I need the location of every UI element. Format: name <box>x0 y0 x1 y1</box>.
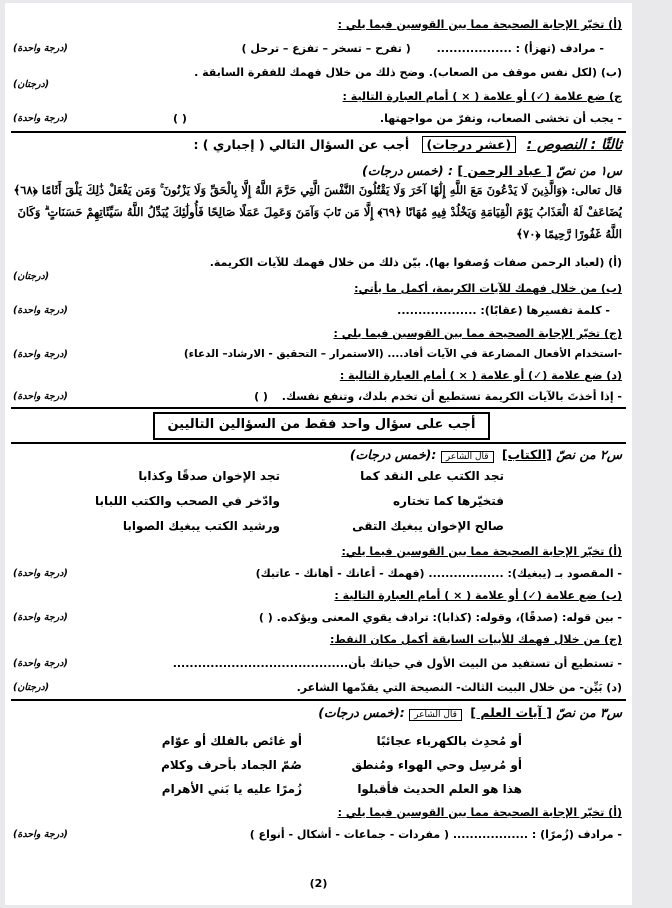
q2-part-c-item: - تستطيع أن تستفيد من البيت الأول في حياتك بأن.......................................... (درجة واحدة) <box>13 657 622 670</box>
grade-label: (درجة واحدة) <box>13 305 68 316</box>
q3-part-a-item: - مرادف (زُمرًا) : .................. ( مفردات - جماعات - أشكال - أنواع ) (درجة واحدة) <box>13 828 622 841</box>
poem1-line3-second: ورشيد الكتب يبغيك الصوابا <box>122 519 280 533</box>
q1-part-b-item: - كلمة تفسيرها (عقابًا): ................... (درجة واحدة) <box>13 304 610 317</box>
q1-part-d-item: - إذا أخذتَ بالآيات الكريمة تستطيع أن تخدم بلدك، وتنفع نفسك. ( ) (درجة واحدة) <box>13 390 622 403</box>
q3-part-a: (أ) تخيّر الإجابة الصحيحة مما بين القوسين فيما يلي : <box>337 806 622 819</box>
grade-label: (درجة واحدة) <box>13 349 68 360</box>
poem1-line2-first: فتخيّرها كما تختاره <box>392 494 504 508</box>
grade-label: (درجتان) <box>13 271 50 282</box>
s1-question-c: ج) ضع علامة (✓) أو علامة ( × ) أمام العبارة التالية : <box>342 90 622 103</box>
q1-part-b: (ب) من خلال فهمك للآيات الكريمة، أكمل ما يأتي: <box>354 282 622 295</box>
q1-part-a: (أ) (لعباد الرحمن صفات وُصفوا بها). بيّن ذلك من خلال فهمك للآيات الكريمة. (درجتان) <box>13 256 622 282</box>
poem2-line1-second: أو غائص بالفلك أو عوّام <box>161 734 302 748</box>
q1-header: س١ من نصّ [ عباد الرحمن ] : (خمس درجات) <box>362 163 622 178</box>
q1-part-d: (د) ضع علامة (✓) أو علامة ( × ) أمام العبارة التالية : <box>339 369 622 382</box>
poem1-line3-first: صالح الإخوان يبغيك التقى <box>352 519 504 533</box>
q3-header: س٣ من نصّ [ آيات العلم ] قال الشاعر :(خمس درجات) <box>318 705 622 720</box>
grade-label: (درجة واحدة) <box>13 43 68 54</box>
grade-label: (درجة واحدة) <box>13 568 68 579</box>
q1-part-c: (ج) تخيّر الإجابة الصحيحة مما بين القوسين فيما يلي : <box>333 327 622 340</box>
section-divider <box>11 699 626 701</box>
grade-label: (درجة واحدة) <box>13 658 68 669</box>
s1-synonym-row: - مرادف (تهزأ) : .................. ( تفرح – تسخر – تفزع – ترحل ) (درجة واحدة) <box>13 42 604 55</box>
q2-part-d: (د) بَيِّن- من خلال البيت الثالث- النصيحة التي يقدّمها الشاعر. (درجتان) <box>13 681 622 694</box>
grade-label: (درجة واحدة) <box>13 612 68 623</box>
grade-label: (درجتان) <box>13 79 50 90</box>
exam-page <box>5 3 632 905</box>
answer-paren: ( ) <box>173 112 187 125</box>
grade-label: (درجتان) <box>13 682 50 693</box>
poem1-line2-second: وادّخر في الصحب والكتب اللبابا <box>95 494 280 508</box>
poem1-line1-first: تجد الكتب على النقد كما <box>360 469 504 483</box>
poem1-line1-second: تجد الإخوان صدقًا وكذابا <box>138 469 280 483</box>
q2-part-b: (ب) ضع علامة (✓) أو علامة ( × ) أمام العبارة التالية : <box>334 589 622 602</box>
poem2-line2-second: صُمّ الجماد بأحرف وكلام <box>161 758 302 772</box>
s1-question-a: (أ) تخيّر الإجابة الصحيحة مما بين القوسين فيما يلي : <box>337 18 622 31</box>
s1-question-b: (ب) (لكل نفس موقف من الصعاب). وضح ذلك من خلال فهمك للفقرة السابقة . (درجتان) <box>13 66 622 90</box>
answer-paren: ( ) <box>254 390 268 403</box>
section-divider <box>11 442 626 444</box>
section-divider <box>11 407 626 409</box>
q2-part-a-item: - المقصود بـ (يبغيك): .................. (فهمك - أعانك - أهانك - عاتبك) (درجة واحدة) <box>13 567 622 580</box>
q2-part-b-item: - بين قوله: (صدقًا)، وقوله: (كذابا): ترادف يقوي المعنى ويؤكده. ( ) (درجة واحدة) <box>13 611 622 624</box>
poem2-line1-first: أو مُحدِث بالكهرباء عجائبًا <box>376 734 522 748</box>
q2-part-c: (ج) من خلال فهمك للأبيات السابقة أكمل مكان النقط: <box>329 633 622 646</box>
grade-label: (درجة واحدة) <box>13 829 68 840</box>
choice-banner: أجب على سؤال واحد فقط من السؤالين التاليين <box>153 412 490 440</box>
page-number: (2) <box>309 877 328 890</box>
q1-part-c-item: -استخدام الأفعال المضارعة في الآيات أفاد.... (الاستمرار – التحقيق - الارشاد– الدعاء) (درجة واحدة) <box>13 348 622 360</box>
grade-label: (درجة واحدة) <box>13 113 68 124</box>
poem2-line3-first: هذا هو العلم الحديث فأقبلوا <box>357 782 522 796</box>
quran-verses: قال تعالى: ﴿وَالَّذِينَ لَا يَدْعُونَ مَعَ اللَّهِ إِلَٰهًا آخَرَ وَلَا يَقْتُلُونَ النَّفْسَ الَّتِي حَرَّمَ اللَّهُ إِلَّا بِالْحَقِّ وَلَا يَزْنُونَ ۚ وَمَن يَفْعَلْ ذَٰلِكَ يَلْقَ أَثَامًا ﴿٦٨﴾ يُضَاعَفْ لَهُ الْعَذَابُ يَوْمَ الْقِيَامَةِ وَيَخْلُدْ فِيهِ مُهَانًا ﴿٦٩﴾ إِلَّا مَن تَابَ وَآمَنَ وَعَمِلَ عَمَلًا صَالِحًا فَأُولَٰئِكَ يُبَدِّلُ اللَّهُ سَيِّئَاتِهِمْ حَسَنَاتٍ ۗ وَكَانَ اللَّهُ غَفُورًا رَّحِيمًا ﴿٧٠﴾ <box>13 183 622 241</box>
section-divider <box>11 131 626 133</box>
q2-part-a: (أ) تخيّر الإجابة الصحيحة مما بين القوسين فيما يلي: <box>341 545 622 558</box>
q2-header: س٢ من نصّ [الكتاب] قال الشاعر :(خمس درجات) <box>349 447 622 462</box>
third-section-header: ثالثًا : النصوص : (عشر درجات) أجب عن السؤال التالي ( إجباري ) : <box>193 137 622 153</box>
s1-statement-row: - يجب أن تخشى الصعاب، وتفرّ من مواجهتها. ( ) (درجة واحدة) <box>13 112 622 125</box>
poem2-line3-second: زُمرًا عليه يا بَني الأهرام <box>161 782 302 796</box>
poem2-line2-first: أو مُرسِل وحي الهواء ومُنطق <box>351 758 522 772</box>
grade-label: (درجة واحدة) <box>13 391 68 402</box>
